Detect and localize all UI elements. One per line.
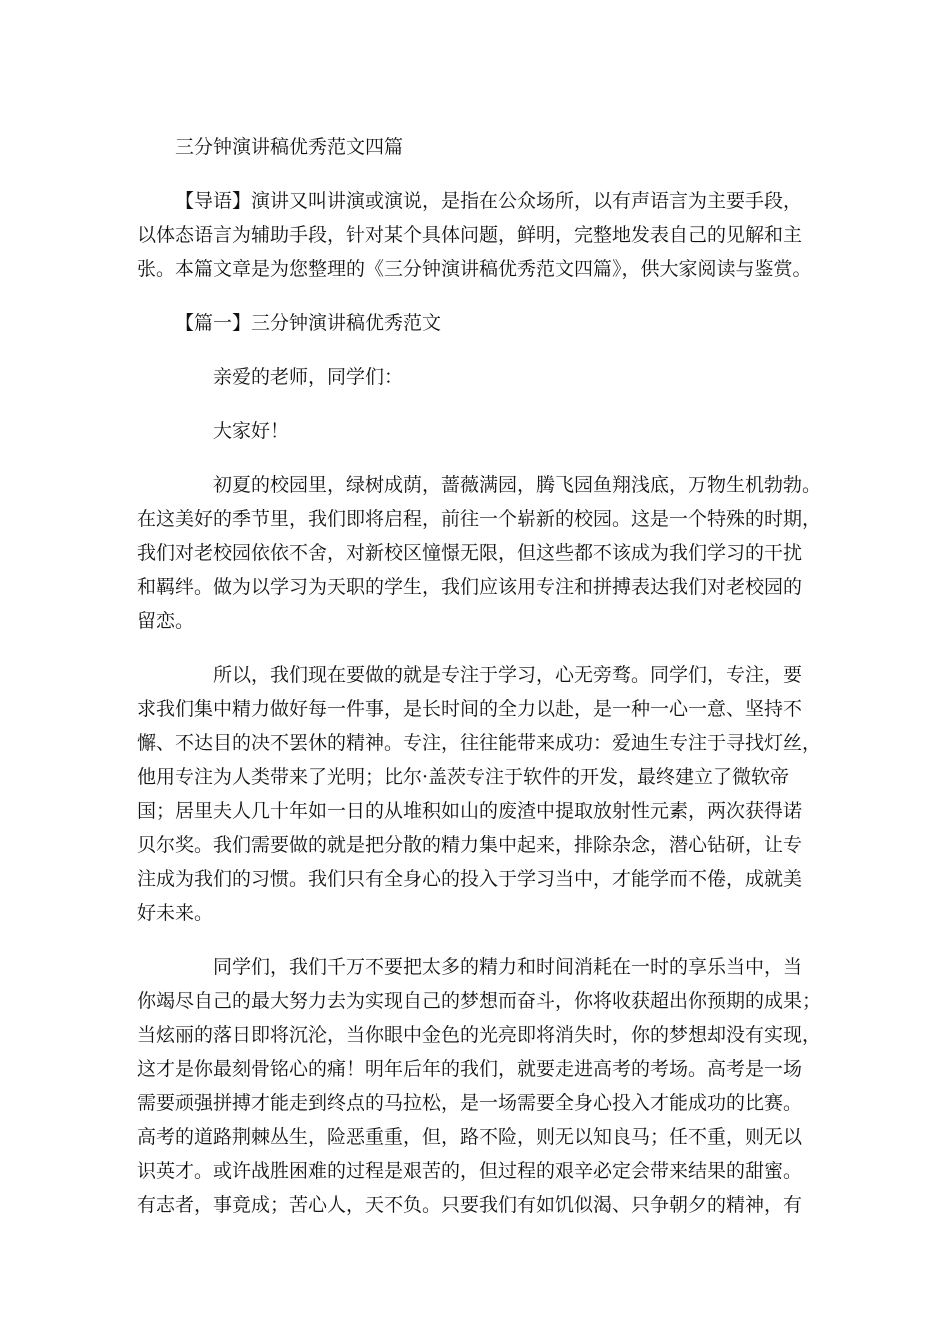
paragraph-line: 有志者，事竟成；苦心人，天不负。只要我们有如饥似渴、只争朝夕的精神，有 — [137, 1194, 803, 1216]
paragraph-line: 求我们集中精力做好每一件事，是长时间的全力以赴，是一种一心一意、坚持不 — [137, 698, 803, 720]
intro-line: 以体态语言为辅助手段，针对某个具体问题，鲜明，完整地发表自己的见解和主 — [137, 224, 803, 246]
paragraph-line: 这才是你最刻骨铭心的痛！明年后年的我们，就要走进高考的考场。高考是一场 — [137, 1058, 803, 1080]
paragraph-line: 识英才。或许战胜困难的过程是艰苦的，但过程的艰辛必定会带来结果的甜蜜。 — [137, 1160, 803, 1182]
paragraph-line: 国；居里夫人几十年如一日的从堆积如山的废渣中提取放射性元素，两次获得诺 — [137, 800, 803, 822]
section-heading — [137, 306, 827, 340]
paragraph-line: 贝尔奖。我们需要做的就是把分散的精力集中起来，排除杂念，潜心钻研，让专 — [137, 834, 803, 856]
paragraph-line: 初夏的校园里，绿树成荫，蔷薇满园，腾飞园鱼翔浅底，万物生机勃勃。 — [213, 474, 822, 496]
paragraph-line: 同学们，我们千万不要把太多的精力和时间消耗在一时的享乐当中，当 — [213, 956, 803, 978]
paragraph-line: 高考的道路荆棘丛生，险恶重重，但，路不险，则无以知良马；任不重，则无以 — [137, 1126, 803, 1148]
body-paragraph-3 — [137, 950, 827, 1222]
paragraph-line: 好未来。 — [137, 902, 214, 924]
paragraph-line: 你竭尽自己的最大努力去为实现自己的梦想而奋斗，你将收获超出你预期的成果； — [137, 990, 822, 1012]
paragraph-line: 所以，我们现在要做的就是专注于学习，心无旁骛。同学们，专注，要 — [213, 664, 803, 686]
paragraph-line: 他用专注为人类带来了光明；比尔·盖茨专注于软件的开发，最终建立了微软帝 — [137, 766, 790, 788]
intro-line: 【导语】演讲又叫讲演或演说，是指在公众场所，以有声语言为主要手段， — [175, 190, 803, 212]
paragraph-line: 在这美好的季节里，我们即将启程，前往一个崭新的校园。这是一个特殊的时期， — [137, 508, 822, 530]
paragraph-line: 我们对老校园依依不舍，对新校区憧憬无限，但这些都不该成为我们学习的干扰 — [137, 542, 803, 564]
paragraph-line: 留恋。 — [137, 610, 195, 632]
body-paragraph-2 — [137, 658, 827, 930]
salutation — [137, 360, 827, 394]
paragraph-line: 注成为我们的习惯。我们只有全身心的投入于学习当中，才能学而不倦，成就美 — [137, 868, 803, 890]
intro-paragraph — [137, 184, 827, 286]
paragraph-line: 需要顽强拼搏才能走到终点的马拉松，是一场需要全身心投入才能成功的比赛。 — [137, 1092, 803, 1114]
section-heading-text: 【篇一】三分钟演讲稿优秀范文 — [175, 312, 442, 334]
paragraph-line: 和羁绊。做为以学习为天职的学生，我们应该用专注和拼搏表达我们对老校园的 — [137, 576, 803, 598]
paragraph-line: 懈、不达目的决不罢休的精神。专注，往往能带来成功：爱迪生专注于寻找灯丝， — [137, 732, 822, 754]
body-paragraph-1 — [137, 468, 827, 638]
intro-line: 张。本篇文章是为您整理的《三分钟演讲稿优秀范文四篇》，供大家阅读与鉴赏。 — [137, 258, 812, 280]
paragraph-line: 当炫丽的落日即将沉沦，当你眼中金色的光亮即将消失时，你的梦想却没有实现， — [137, 1024, 822, 1046]
greeting-text: 大家好！ — [213, 420, 290, 442]
salutation-text: 亲爱的老师，同学们： — [213, 366, 404, 388]
greeting — [137, 414, 827, 448]
document-title: 三分钟演讲稿优秀范文四篇 — [175, 136, 404, 158]
document-body — [137, 130, 827, 1242]
